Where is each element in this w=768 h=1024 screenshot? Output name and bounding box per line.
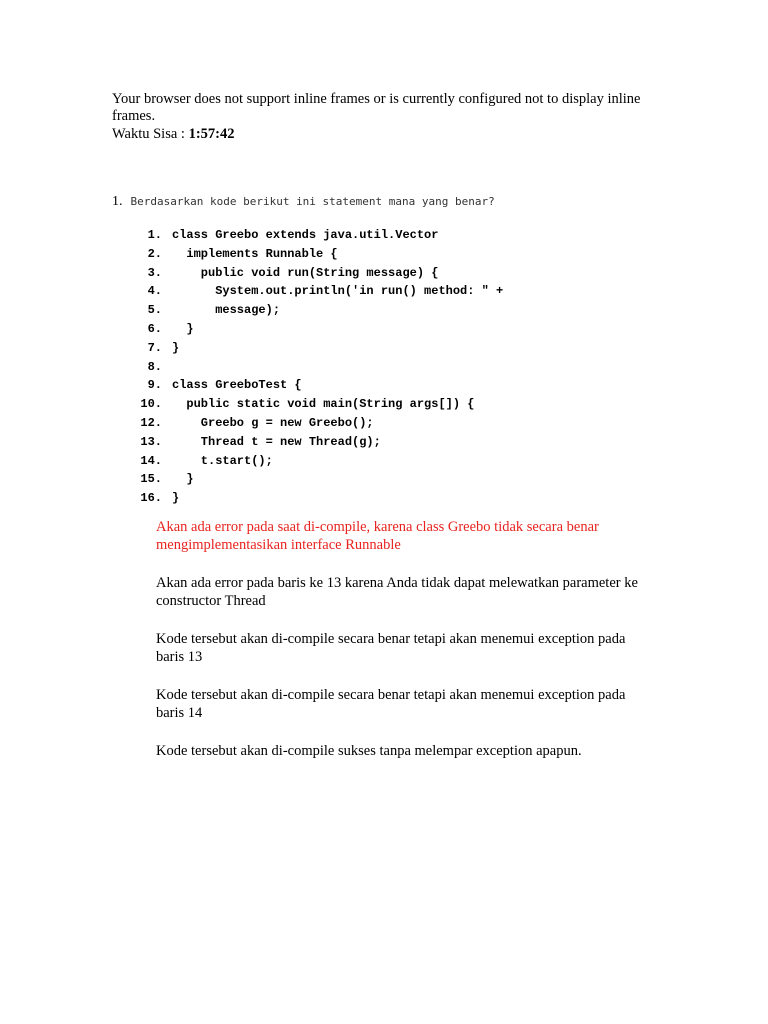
code-line-number: 1. xyxy=(147,228,162,242)
code-line-text: } xyxy=(172,491,180,506)
answer-option[interactable]: Akan ada error pada baris ke 13 karena Anda tidak dapat melewatkan parameter ke constructor Thread xyxy=(156,575,638,609)
code-line-text: class Greebo extends java.util.Vector xyxy=(172,228,439,242)
code-line-text: t.start(); xyxy=(172,453,273,468)
code-line xyxy=(138,470,503,489)
answer-option[interactable]: Kode tersebut akan di-compile secara benar tetapi akan menemui exception pada baris 13 xyxy=(156,631,626,665)
code-line-number: 15. xyxy=(140,472,162,487)
code-line-text: } xyxy=(172,321,194,336)
code-line-text: public static void main(String args[]) { xyxy=(172,397,475,412)
code-line-text: } xyxy=(172,472,194,487)
answer-options xyxy=(156,518,656,780)
question-text: Berdasarkan kode berikut ini statement mana yang benar? xyxy=(130,195,495,208)
code-line xyxy=(138,282,503,301)
code-line xyxy=(138,264,503,283)
code-line-number: 4. xyxy=(147,284,162,299)
code-line xyxy=(138,452,503,471)
timer-label: Waktu Sisa : xyxy=(112,126,189,142)
code-line-text: Greebo g = new Greebo(); xyxy=(172,415,374,430)
code-line-number: 6. xyxy=(147,321,162,336)
timer-row xyxy=(112,126,652,143)
code-line xyxy=(138,320,503,339)
code-line-number: 14. xyxy=(140,453,162,468)
code-line xyxy=(138,245,503,264)
code-line xyxy=(138,301,503,320)
answer-option[interactable]: Kode tersebut akan di-compile secara benar tetapi akan menemui exception pada baris 14 xyxy=(156,687,626,721)
page-header xyxy=(112,91,652,143)
code-line-text: } xyxy=(172,340,180,355)
code-line-text: class GreeboTest { xyxy=(172,378,302,393)
code-line-text: Thread t = new Thread(g); xyxy=(172,434,381,449)
iframe-notice: Your browser does not support inline frames or is currently configured not to display inline frames. xyxy=(112,91,641,124)
code-line-number: 5. xyxy=(147,303,162,318)
code-line xyxy=(138,339,503,358)
code-line xyxy=(138,414,503,433)
code-line-text: message); xyxy=(172,303,281,318)
code-line-number: 8. xyxy=(147,359,162,374)
question-prompt xyxy=(112,193,672,210)
code-listing xyxy=(138,226,503,508)
code-line-number: 13. xyxy=(140,434,162,449)
question-number: 1. xyxy=(112,194,123,209)
code-line xyxy=(138,358,503,377)
code-line-text: System.out.println('in run() method: " + xyxy=(172,284,504,299)
answer-option-selected[interactable]: Akan ada error pada saat di-compile, karena class Greebo tidak secara benar mengimplementasikan interface Runnable xyxy=(156,519,599,553)
code-line-text: public void run(String message) { xyxy=(172,265,439,280)
code-line xyxy=(138,395,503,414)
code-line-number: 3. xyxy=(147,265,162,280)
code-line-number: 2. xyxy=(147,246,162,261)
code-line xyxy=(138,226,503,245)
code-line-number: 16. xyxy=(140,491,162,506)
code-line xyxy=(138,433,503,452)
code-line xyxy=(138,376,503,395)
code-line-text: implements Runnable { xyxy=(172,246,338,261)
code-line-number: 7. xyxy=(147,340,162,355)
code-line-number: 9. xyxy=(147,378,162,393)
code-line-number: 10. xyxy=(140,397,162,412)
code-line xyxy=(138,489,503,508)
answer-option[interactable]: Kode tersebut akan di-compile sukses tanpa melempar exception apapun. xyxy=(156,743,582,759)
code-line-number: 12. xyxy=(140,415,162,430)
timer-value: 1:57:42 xyxy=(188,126,235,142)
